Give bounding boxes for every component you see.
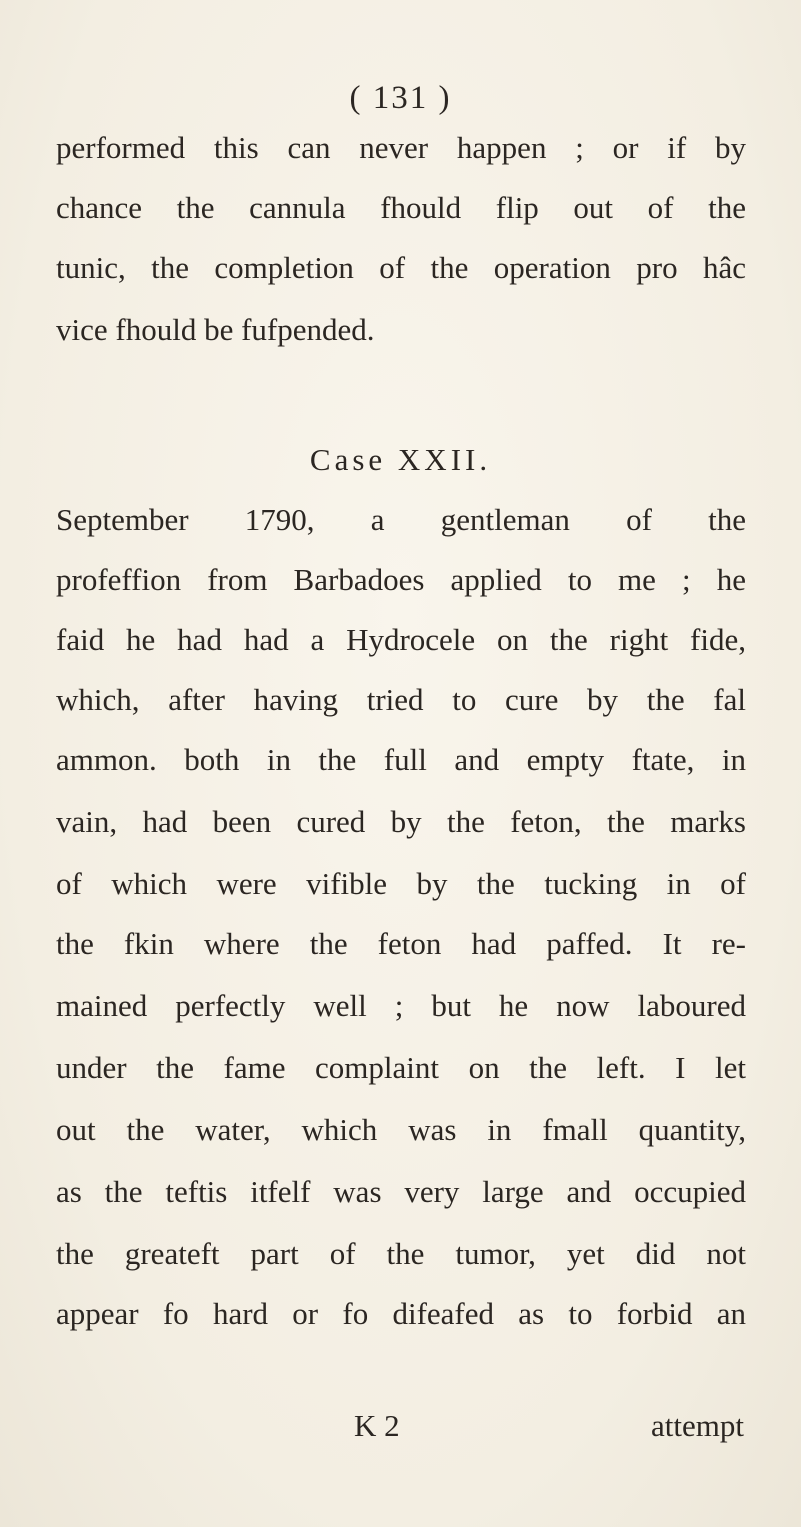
page-number: ( 131 ) (349, 80, 452, 116)
text-line: out the water, which was in fmall quantity, (56, 1112, 746, 1147)
text-line: as the teftis itfelf was very large and occupied (56, 1174, 746, 1209)
text-line: profeffion from Barbadoes applied to me ; he (56, 562, 746, 597)
text-line: faid he had had a Hydrocele on the right fide, (56, 622, 746, 657)
signature-mark: K 2 (354, 1408, 400, 1443)
text-line: vain, had been cured by the feton, the marks (56, 804, 746, 839)
text-line: ammon. both in the full and empty ftate, in (56, 742, 746, 777)
text-line: performed this can never happen ; or if by (56, 130, 746, 165)
text-line: which, after having tried to cure by the fal (56, 682, 746, 717)
catchword: attempt (651, 1408, 744, 1443)
text-line: tunic, the completion of the operation pro hâc (56, 250, 746, 285)
text-line: under the fame complaint on the left. I let (56, 1050, 746, 1085)
text-line: September 1790, a gentleman of the (56, 502, 746, 537)
text-line: the fkin where the feton had paffed. It re- (56, 926, 746, 961)
text-line: chance the cannula fhould flip out of the (56, 190, 746, 225)
section-heading: Case XXII. (309, 442, 492, 477)
text-line: mained perfectly well ; but he now laboured (56, 988, 746, 1023)
text-line: vice fhould be fufpended. (56, 312, 375, 347)
text-line: appear fo hard or fo difeafed as to forbid an (56, 1296, 746, 1331)
text-line: the greateft part of the tumor, yet did not (56, 1236, 746, 1271)
text-line: of which were vifible by the tucking in of (56, 866, 746, 901)
